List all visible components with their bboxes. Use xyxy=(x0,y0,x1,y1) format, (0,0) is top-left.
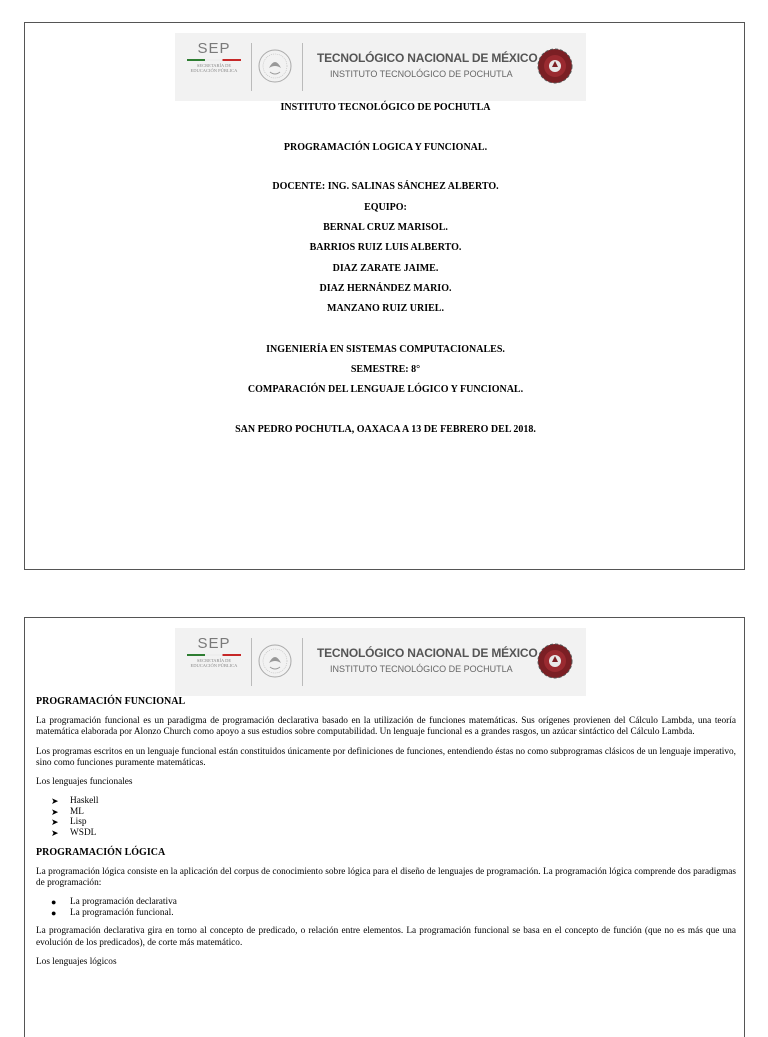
paragraph: Los lenguajes lógicos xyxy=(36,956,117,967)
gear-emblem-icon xyxy=(535,641,575,681)
paragraph: Los lenguajes funcionales xyxy=(36,777,133,788)
topic-line: COMPARACIÓN DEL LENGUAJE LÓGICO Y FUNCIONAL. xyxy=(247,384,524,395)
subject-name: PROGRAMACIÓN LOGICA Y FUNCIONAL. xyxy=(283,142,488,153)
semester-line: SEMESTRE: 8° xyxy=(350,364,421,375)
team-member: MANZANO RUIZ URIEL. xyxy=(327,303,444,314)
document-body xyxy=(36,696,736,976)
list-item: ➤ Lisp xyxy=(51,817,87,828)
sep-logo: SEP SECRETARÍA DE EDUCACIÓN PÚBLICA xyxy=(183,636,245,668)
career-line: INGENIERÍA EN SISTEMAS COMPUTACIONALES. xyxy=(266,344,505,355)
team-member: BARRIOS RUIZ LUIS ALBERTO. xyxy=(309,242,462,253)
section-heading: PROGRAMACIÓN LÓGICA xyxy=(36,846,166,858)
list-item: ➤ WSDL xyxy=(51,828,97,838)
paradigms-list xyxy=(36,897,736,918)
institution-banner xyxy=(175,628,586,696)
section-heading: PROGRAMACIÓN FUNCIONAL xyxy=(36,696,186,707)
paragraph: La programación declarativa gira en torno al concepto de predicado, o relación entre elementos. La programación funcional se basa en el concepto de función (que no es más que una evolución de los predicados), de corte más matemático. xyxy=(36,926,736,948)
list-item: ● La programación declarativa xyxy=(51,897,177,908)
tnm-title: TECNOLÓGICO NACIONAL DE MÉXICO xyxy=(317,646,538,660)
gear-emblem-icon xyxy=(535,46,575,86)
list-item: ● La programación funcional. xyxy=(51,907,174,918)
place-date-line: SAN PEDRO POCHUTLA, OAXACA A 13 DE FEBRERO DEL 2018. xyxy=(235,424,536,435)
team-member: DIAZ HERNÁNDEZ MARIO. xyxy=(319,283,452,294)
arrow-bullet-icon: ➤ xyxy=(51,817,59,828)
institute-name: INSTITUTO TECNOLÓGICO DE POCHUTLA xyxy=(280,102,491,113)
team-label: EQUIPO: xyxy=(364,202,407,213)
functional-languages-list xyxy=(36,796,736,838)
tnm-title: TECNOLÓGICO NACIONAL DE MÉXICO xyxy=(317,51,538,65)
paragraph: Los programas escritos en un lenguaje funcional están constituidos únicamente por definiciones de funciones, entendiendo éstas no como subprogramas clásicos de un lenguaje imperativo, sino como funciones puramente matemáticas. xyxy=(36,746,736,768)
cover-page xyxy=(24,22,745,570)
eagle-seal-icon xyxy=(258,641,292,681)
list-item: ➤ Haskell xyxy=(51,796,99,807)
team-member: BERNAL CRUZ MARISOL. xyxy=(323,222,448,233)
dot-bullet-icon: ● xyxy=(51,907,57,918)
paragraph: La programación funcional es un paradigma de programación declarativa basado en la utilización de funciones matemáticas. Sus orígenes provienen del Cálculo Lambda, una teoría matemática elaborada por Alonzo Church como apoyo a sus estudios sobre computabilidad. Un lenguaje funcional es a grandes rasgos, un azúcar sintáctico del Cálculo Lambda. xyxy=(36,716,736,738)
arrow-bullet-icon: ➤ xyxy=(51,806,59,817)
list-item: ➤ ML xyxy=(51,806,84,817)
institution-banner xyxy=(175,33,586,101)
arrow-bullet-icon: ➤ xyxy=(51,828,59,838)
arrow-bullet-icon: ➤ xyxy=(51,796,59,807)
tnm-subtitle: INSTITUTO TECNOLÓGICO DE POCHUTLA xyxy=(330,664,513,674)
dot-bullet-icon: ● xyxy=(51,897,57,908)
tnm-subtitle: INSTITUTO TECNOLÓGICO DE POCHUTLA xyxy=(330,69,513,79)
content-page xyxy=(24,617,745,1037)
eagle-seal-icon xyxy=(258,46,292,86)
team-member: DIAZ ZARATE JAIME. xyxy=(332,263,439,274)
sep-logo: SEP SECRETARÍA DE EDUCACIÓN PÚBLICA xyxy=(183,41,245,73)
paragraph: La programación lógica consiste en la aplicación del corpus de conocimiento sobre lógica para el diseño de lenguajes de programación. La programación lógica comprende dos paradigmas de programación: xyxy=(36,866,736,888)
teacher-line: DOCENTE: ING. SALINAS SÁNCHEZ ALBERTO. xyxy=(272,181,499,192)
